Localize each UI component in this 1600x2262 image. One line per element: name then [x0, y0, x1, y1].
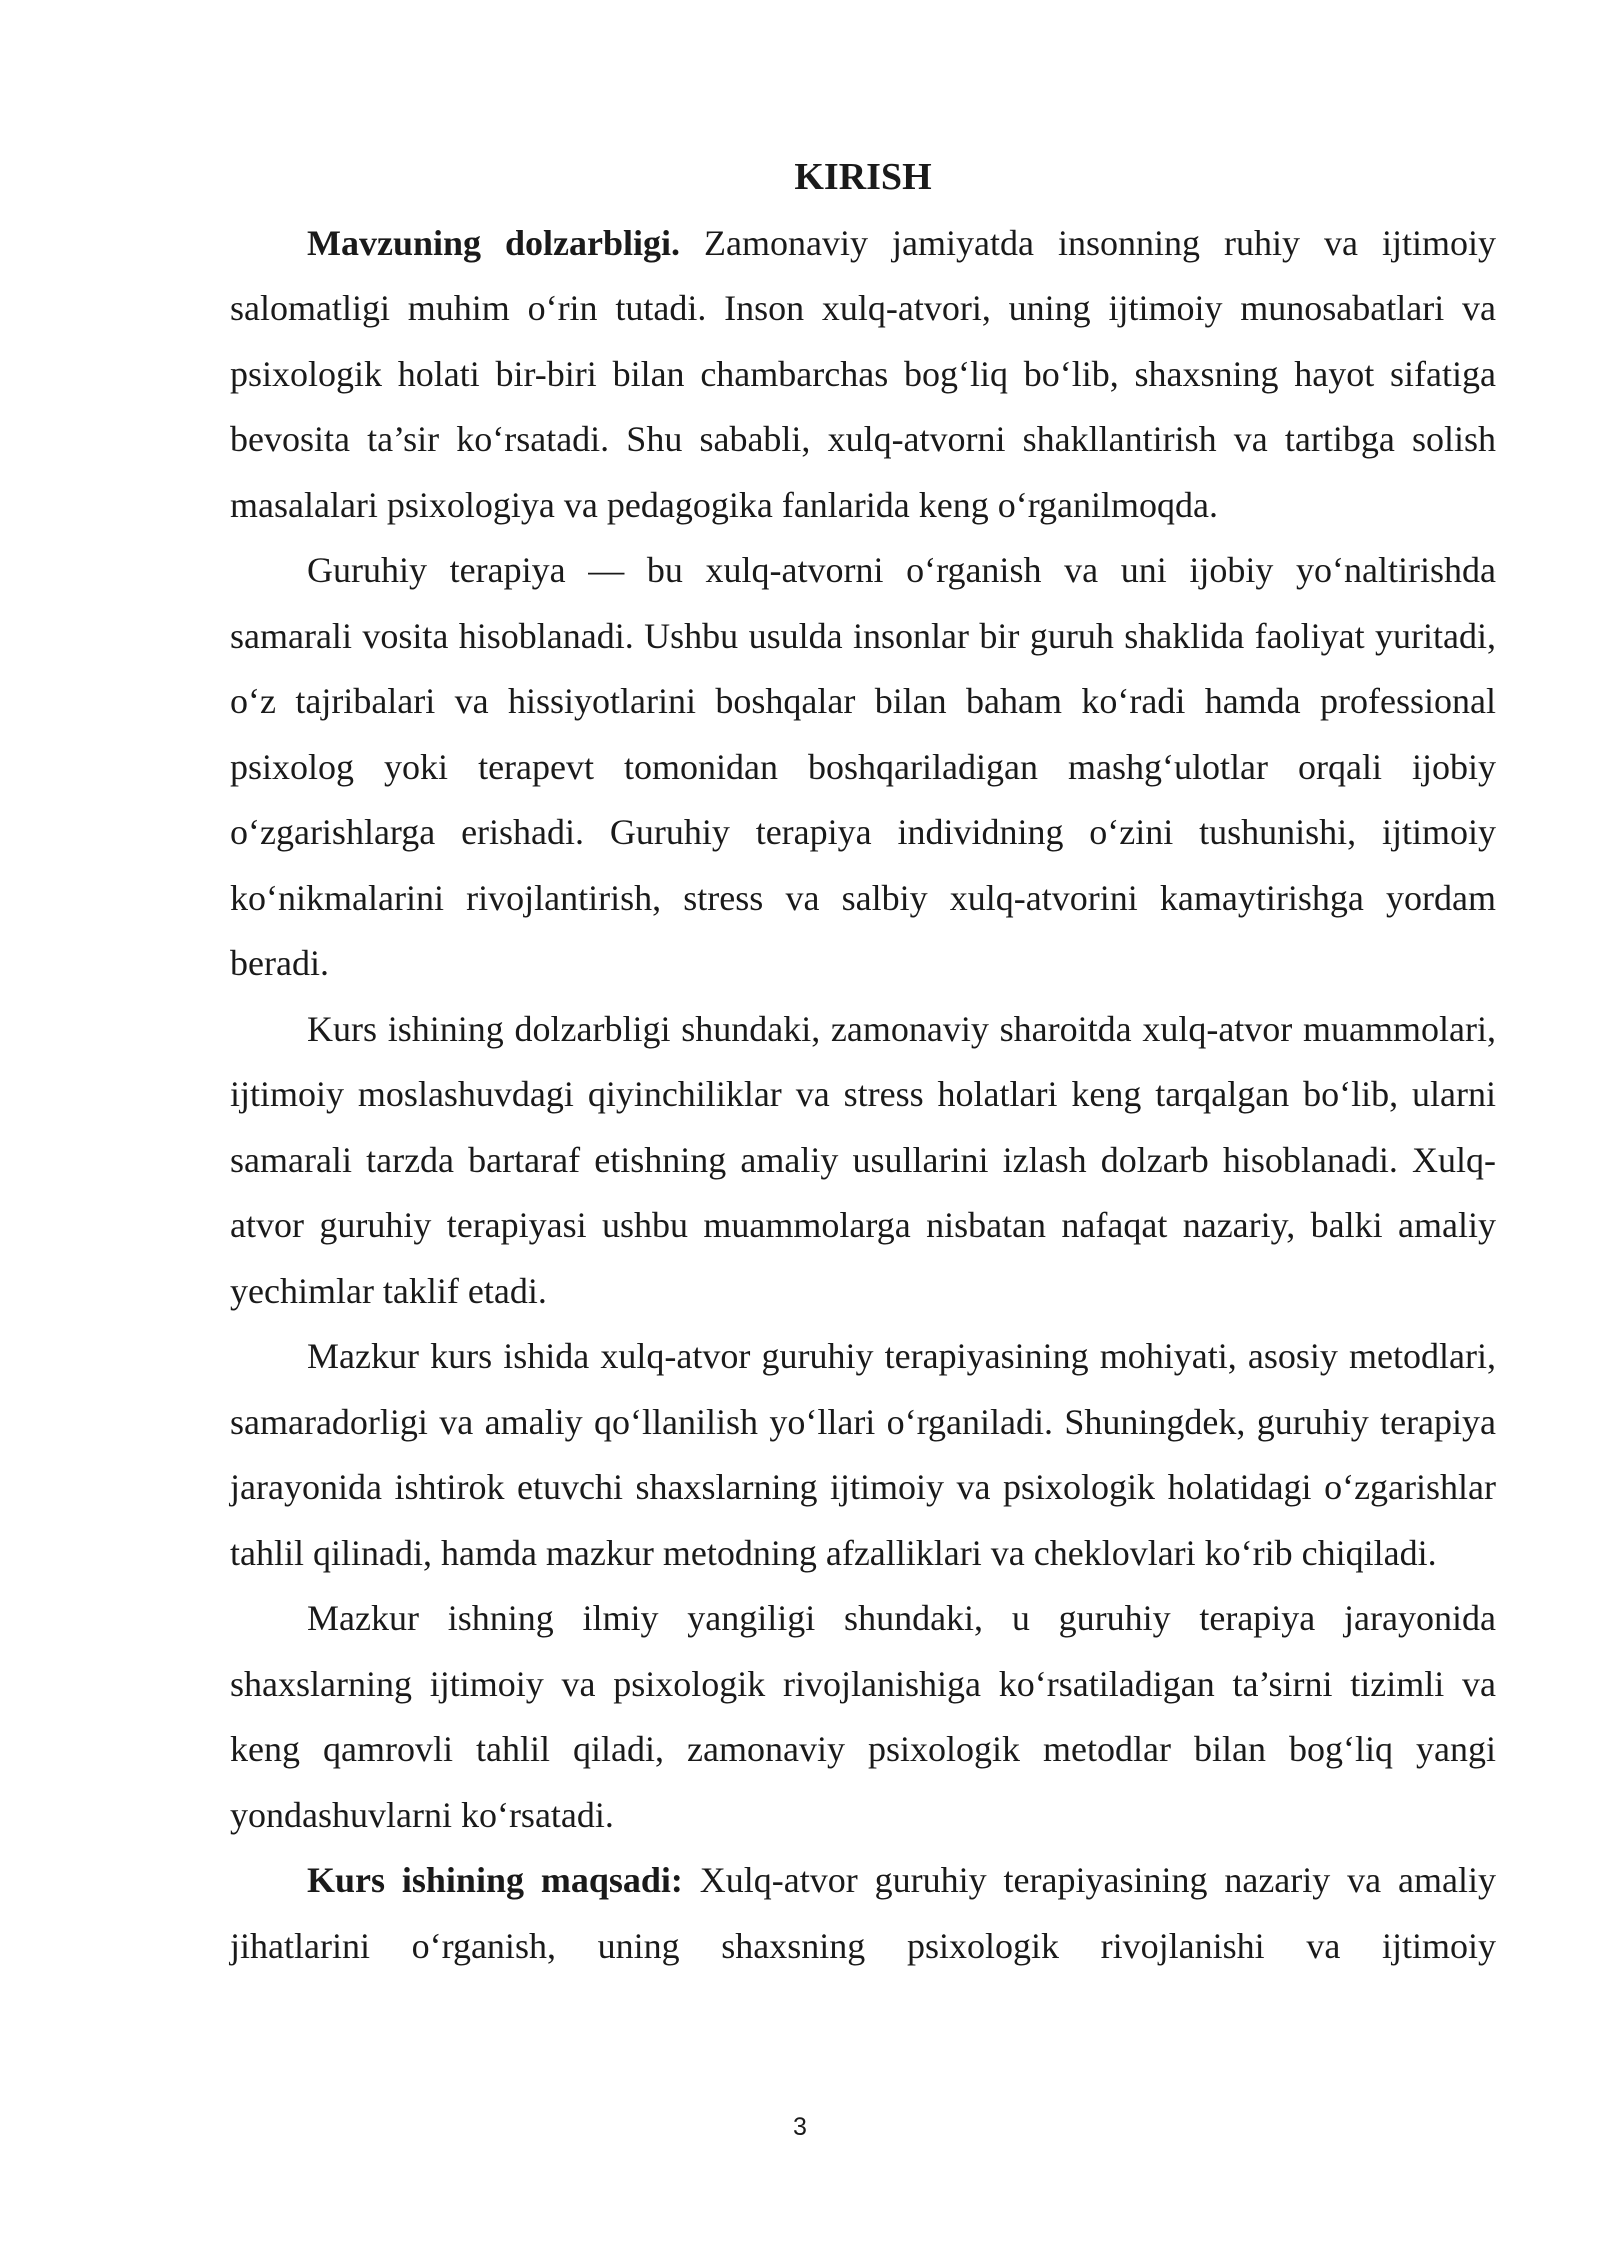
page-body: [230, 145, 1496, 1979]
paragraph-text: Guruhiy terapiya — bu xulq-atvorni o‘rganish va uni ijobiy yo‘naltirishda samarali vosita hisoblanadi. Ushbu usulda insonlar bir guruh shaklida faoliyat yuritadi, o‘z tajribalari va hissiyotlarini boshqalar bilan baham ko‘radi hamda professional psixolog yoki terapevt tomonidan boshqariladigan mashg‘ulotlar orqali ijobiy o‘zgarishlarga erishadi. Guruhiy terapiya individning o‘zini tushunishi, ijtimoiy ko‘nikmalarini rivojlantirish, stress va salbiy xulq-atvorini kamaytirishga yordam beradi.: [230, 550, 1496, 983]
page-title: KIRISH: [794, 156, 932, 198]
paragraph-scientific-novelty: [230, 1586, 1496, 1848]
paragraph-relevance: [230, 211, 1496, 539]
paragraph-course-goal: [230, 1848, 1496, 1979]
paragraph-group-therapy: [230, 538, 1496, 997]
paragraph-text: Xulq-atvor guruhiy terapiyasining nazariy va amaliy jihatlarini o‘rganish, uning shaxsning psixologik rivojlanishi va ijtimoiy: [230, 1860, 1496, 1966]
paragraph-lead: Kurs ishining maqsadi:: [307, 1860, 683, 1900]
paragraph-course-relevance: [230, 997, 1496, 1325]
paragraph-course-scope: [230, 1324, 1496, 1586]
paragraph-text: Kurs ishining dolzarbligi shundaki, zamonaviy sharoitda xulq-atvor muammolari, ijtimoiy moslashuvdagi qiyinchiliklar va stress holatlari keng tarqalgan bo‘lib, ularni samarali tarzda bartaraf etishning amaliy usullarini izlash dolzarb hisoblanadi. Xulq-atvor guruhiy terapiyasi ushbu muammolarga nisbatan nafaqat nazariy, balki amaliy yechimlar taklif etadi.: [230, 1008, 1496, 1311]
paragraph-text: Mazkur ishning ilmiy yangiligi shundaki, u guruhiy terapiya jarayonida shaxslarning ijtimoiy va psixologik rivojlanishiga ko‘rsatiladigan ta’sirni tizimli va keng qamrovli tahlil qiladi, zamonaviy psixologik metodlar bilan bog‘liq yangi yondashuvlarni ko‘rsatadi.: [230, 1598, 1496, 1835]
paragraph-lead: Mavzuning dolzarbligi.: [307, 222, 681, 263]
paragraph-text: Zamonaviy jamiyatda insonning ruhiy va ijtimoiy salomatligi muhim o‘rin tutadi. Inson xulq-atvori, uning ijtimoiy munosabatlari va psixologik holati bir-biri bilan chambarchas bog‘liq bo‘lib, shaxsning hayot sifatiga bevosita ta’sir ko‘rsatadi. Shu sababli, xulq-atvorni shakllantirish va tartibga solish masalalari psixologiya va pedagogika fanlarida keng o‘rganilmoqda.: [230, 222, 1497, 525]
paragraph-text: Mazkur kurs ishida xulq-atvor guruhiy terapiyasining mohiyati, asosiy metodlari, samaradorligi va amaliy qo‘llanilish yo‘llari o‘rganiladi. Shuningdek, guruhiy terapiya jarayonida ishtirok etuvchi shaxslarning ijtimoiy va psixologik holatidagi o‘zgarishlar tahlil qilinadi, hamda mazkur metodning afzalliklari va cheklovlari ko‘rib chiqiladi.: [230, 1336, 1496, 1573]
page-number: 3: [793, 2113, 807, 2141]
